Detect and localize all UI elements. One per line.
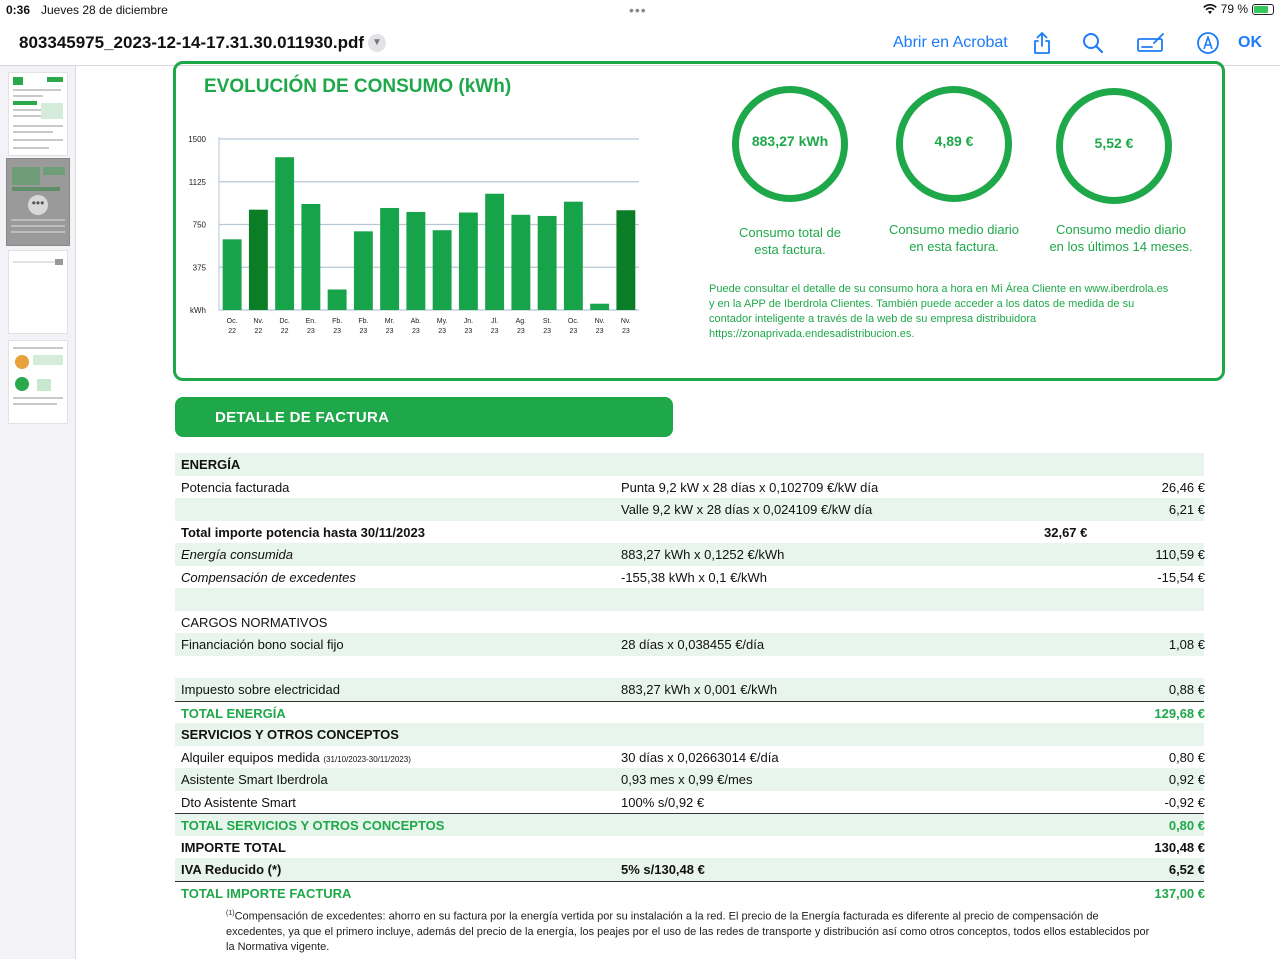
table-row — [175, 723, 1204, 746]
x-tick-year: 23 — [385, 328, 394, 335]
table-row — [175, 836, 1204, 859]
bar — [590, 304, 609, 310]
bar — [564, 202, 583, 310]
row-concept: TOTAL IMPORTE FACTURA — [181, 885, 352, 901]
footnote — [226, 906, 1156, 955]
kpi-caption-line: Consumo medio diario — [1055, 222, 1187, 237]
row-concept: SERVICIOS Y OTROS CONCEPTOS — [181, 727, 399, 742]
row-subtotal: 32,67 € — [1044, 524, 1088, 540]
x-tick-month: Dc. — [279, 318, 290, 325]
kpi-circle-daily — [896, 86, 1012, 202]
table-row — [175, 768, 1204, 791]
x-tick-year: 23 — [306, 328, 315, 335]
page-thumbnail-2[interactable] — [6, 158, 70, 246]
x-tick-year: 23 — [438, 328, 447, 335]
table-row — [175, 611, 1204, 634]
bar — [538, 216, 557, 310]
info-line: y en la APP de Iberdrola Clientes. También puede acceder a los datos de medida de su — [709, 298, 1135, 310]
footnote-text: Compensación de excedentes: ahorro en su factura por la energía vertida por su instalación a la red. El precio de la Energía facturada es diferente al precio de compensación de excedentes, ya que el primero incluye, además del precio de la energía, los peajes por el uso de las redes de transporte y distribución así como otros conceptos, todos ellos establecidos por la Normativa vigente. — [226, 910, 1150, 953]
x-tick-month: En. — [305, 318, 317, 325]
bar — [485, 194, 504, 310]
x-tick-year: 23 — [464, 328, 473, 335]
x-tick-month: Ab. — [410, 318, 422, 325]
bar — [616, 210, 635, 310]
row-concept: Total importe potencia hasta 30/11/2023 — [181, 524, 425, 540]
row-amount: -15,54 € — [1157, 569, 1205, 585]
table-row — [175, 791, 1204, 814]
row-amount: 137,00 € — [1154, 885, 1205, 901]
bar — [406, 212, 425, 310]
row-concept: Potencia facturada — [181, 479, 290, 495]
status-bar — [0, 0, 1280, 20]
x-tick-month: Oc. — [226, 318, 238, 325]
row-concept: Impuesto sobre electricidad — [181, 682, 340, 697]
consumption-title: EVOLUCIÓN DE CONSUMO (kWh) — [204, 76, 512, 97]
kpi-caption — [705, 224, 875, 258]
row-calculation: 28 días x 0,038455 €/día — [621, 637, 765, 652]
x-tick-year: 23 — [516, 328, 525, 335]
kpi-circle-total — [732, 86, 848, 202]
table-row — [175, 858, 1204, 881]
table-row — [175, 881, 1204, 904]
row-concept: Financiación bono social fijo — [181, 637, 344, 652]
table-row — [175, 498, 1204, 521]
page-thumbnail-3[interactable] — [8, 250, 68, 334]
row-amount: 0,80 € — [1168, 749, 1205, 765]
x-tick-year: 23 — [569, 328, 578, 335]
x-tick-month: St. — [542, 318, 552, 325]
bar — [328, 289, 347, 310]
battery-percent: 79 % — [1220, 2, 1248, 16]
x-tick-month: Ag. — [515, 318, 527, 325]
row-amount: 129,68 € — [1154, 705, 1205, 721]
kpi-value: 5,52 € — [1094, 135, 1134, 151]
x-tick-month: Jl. — [491, 318, 499, 325]
more-options-icon[interactable]: ••• — [28, 195, 48, 215]
row-concept: Asistente Smart Iberdrola — [181, 772, 328, 787]
status-right — [1203, 2, 1274, 16]
y-tick-label: 1125 — [188, 177, 206, 187]
wifi-icon — [1203, 4, 1217, 15]
table-row — [175, 813, 1204, 836]
x-tick-month: Jn. — [463, 318, 474, 325]
x-tick-year: 23 — [543, 328, 552, 335]
x-tick-year: 23 — [411, 328, 420, 335]
thumbnail-sidebar — [0, 66, 76, 959]
bar — [223, 239, 242, 310]
row-amount: 130,48 € — [1154, 839, 1205, 855]
row-amount: 6,52 € — [1168, 862, 1205, 877]
status-date: Jueves 28 de diciembre — [41, 3, 168, 17]
chevron-down-icon[interactable]: ▼ — [368, 34, 386, 52]
table-row — [175, 588, 1204, 611]
document-title[interactable]: 803345975_2023-12-14-17.31.30.011930.pdf — [19, 33, 365, 52]
bar — [380, 208, 399, 310]
row-concept: TOTAL ENERGÍA — [181, 705, 286, 721]
search-icon[interactable] — [1080, 30, 1106, 56]
toolbar — [0, 20, 1280, 66]
x-tick-month: Nv. — [253, 318, 264, 325]
ok-button[interactable]: OK — [1238, 34, 1262, 51]
row-concept: Compensación de excedentes — [181, 569, 356, 585]
x-tick-year: 22 — [228, 328, 237, 335]
row-concept — [181, 750, 411, 765]
kpi-caption-line: Consumo total de — [739, 225, 841, 240]
pdf-page — [86, 66, 1280, 959]
x-tick-month: Fb. — [332, 318, 343, 325]
y-tick-label: 1500 — [188, 135, 206, 144]
multitasking-dots-icon[interactable]: ••• — [629, 2, 647, 18]
row-calculation: Punta 9,2 kW x 28 días x 0,102709 €/kW día — [621, 479, 879, 495]
table-row — [175, 633, 1204, 656]
row-amount: 0,80 € — [1168, 818, 1205, 833]
consumption-info-text — [709, 282, 1224, 342]
x-tick-month: Oc. — [567, 318, 579, 325]
table-row — [175, 543, 1204, 566]
markup-toolbar-icon[interactable] — [1136, 30, 1166, 56]
pencil-circle-icon[interactable] — [1195, 30, 1221, 56]
row-calculation: 100% s/0,92 € — [621, 794, 705, 810]
row-calculation: 883,27 kWh x 0,001 €/kWh — [621, 682, 778, 697]
x-tick-month: Mr. — [384, 318, 395, 325]
invoice-detail-header — [175, 397, 673, 437]
table-row — [175, 746, 1204, 769]
info-line: https://zonaprivada.endesadistribucion.es. — [709, 328, 915, 340]
kpi-circle-14m — [1056, 88, 1172, 204]
table-row — [175, 566, 1204, 589]
status-time: 0:36 — [6, 3, 31, 17]
row-concept: IMPORTE TOTAL — [181, 839, 286, 855]
page-thumbnail-4[interactable] — [8, 340, 68, 424]
row-concept: TOTAL SERVICIOS Y OTROS CONCEPTOS — [181, 818, 445, 833]
kpi-caption — [1036, 221, 1206, 255]
y-tick-label: kWh — [190, 306, 206, 315]
bar — [511, 215, 530, 310]
row-calculation: Valle 9,2 kW x 28 días x 0,024109 €/kW día — [621, 502, 873, 517]
row-calculation: 5% s/130,48 € — [621, 862, 705, 877]
kpi-value: 4,89 € — [934, 133, 974, 149]
consumption-panel — [173, 61, 1225, 381]
row-calculation: 30 días x 0,02663014 €/día — [621, 749, 779, 765]
row-concept: Energía consumida — [181, 547, 294, 562]
table-row — [175, 656, 1204, 679]
bar — [301, 204, 320, 310]
row-amount: 0,88 € — [1168, 682, 1205, 697]
x-tick-year: 23 — [333, 328, 342, 335]
kpi-value: 883,27 kWh — [751, 133, 829, 149]
info-line: Puede consultar el detalle de su consumo hora a hora en Mi Área Cliente en www.iberdrola.es — [709, 283, 1169, 295]
row-concept-period: (31/10/2023-30/11/2023) — [323, 754, 411, 764]
share-icon[interactable] — [1029, 30, 1055, 56]
row-calculation: -155,38 kWh x 0,1 €/kWh — [621, 569, 767, 585]
footnote-mark: (1) — [226, 910, 235, 917]
table-row — [175, 521, 1204, 544]
x-tick-year: 22 — [280, 328, 289, 335]
x-tick-year: 23 — [490, 328, 499, 335]
open-in-acrobat-button[interactable]: Abrir en Acrobat — [893, 34, 1008, 51]
invoice-detail-title: DETALLE DE FACTURA — [215, 409, 390, 426]
bar — [354, 231, 373, 310]
invoice-detail-table — [175, 453, 1204, 903]
row-concept: IVA Reducido (*) — [181, 862, 282, 877]
row-amount: 1,08 € — [1168, 637, 1205, 652]
row-amount: -0,92 € — [1164, 794, 1205, 810]
row-concept: ENERGÍA — [181, 457, 241, 472]
table-row — [175, 476, 1204, 499]
info-line: contador inteligente a través de la web de su empresa distribuidora — [709, 313, 1037, 325]
x-tick-year: 23 — [621, 328, 630, 335]
table-row — [175, 678, 1204, 701]
x-tick-month: My. — [436, 318, 448, 325]
row-amount: 26,46 € — [1161, 479, 1205, 495]
row-amount: 110,59 € — [1155, 547, 1205, 562]
x-tick-month: Nv. — [620, 318, 631, 325]
row-concept: Dto Asistente Smart — [181, 794, 296, 810]
kpi-caption-line: Consumo medio diario — [888, 222, 1020, 237]
table-row — [175, 701, 1204, 724]
bar — [459, 213, 478, 310]
x-tick-year: 22 — [254, 328, 263, 335]
bar — [275, 157, 294, 310]
x-tick-year: 23 — [359, 328, 368, 335]
kpi-caption-line: esta factura. — [754, 242, 826, 257]
x-tick-month: Fb. — [358, 318, 369, 325]
bar — [249, 210, 268, 310]
page-thumbnail-1[interactable] — [8, 72, 68, 156]
table-row — [175, 453, 1204, 476]
kpi-caption — [869, 221, 1039, 255]
kpi-caption-line: en esta factura. — [909, 239, 999, 254]
row-calculation: 0,93 mes x 0,99 €/mes — [621, 772, 753, 787]
y-tick-label: 750 — [192, 220, 206, 230]
consumption-chart — [179, 124, 649, 349]
battery-icon — [1252, 4, 1274, 15]
row-calculation: 883,27 kWh x 0,1252 €/kWh — [621, 547, 785, 562]
row-concept-text: Alquiler equipos medida — [181, 749, 320, 765]
row-amount: 6,21 € — [1168, 502, 1205, 517]
row-amount: 0,92 € — [1168, 772, 1205, 787]
x-tick-month: Nv. — [594, 318, 605, 325]
y-tick-label: 375 — [192, 263, 206, 273]
x-tick-year: 23 — [595, 328, 604, 335]
kpi-caption-line: en los últimos 14 meses. — [1049, 239, 1193, 254]
bar — [433, 230, 452, 310]
row-concept: CARGOS NORMATIVOS — [181, 614, 328, 630]
